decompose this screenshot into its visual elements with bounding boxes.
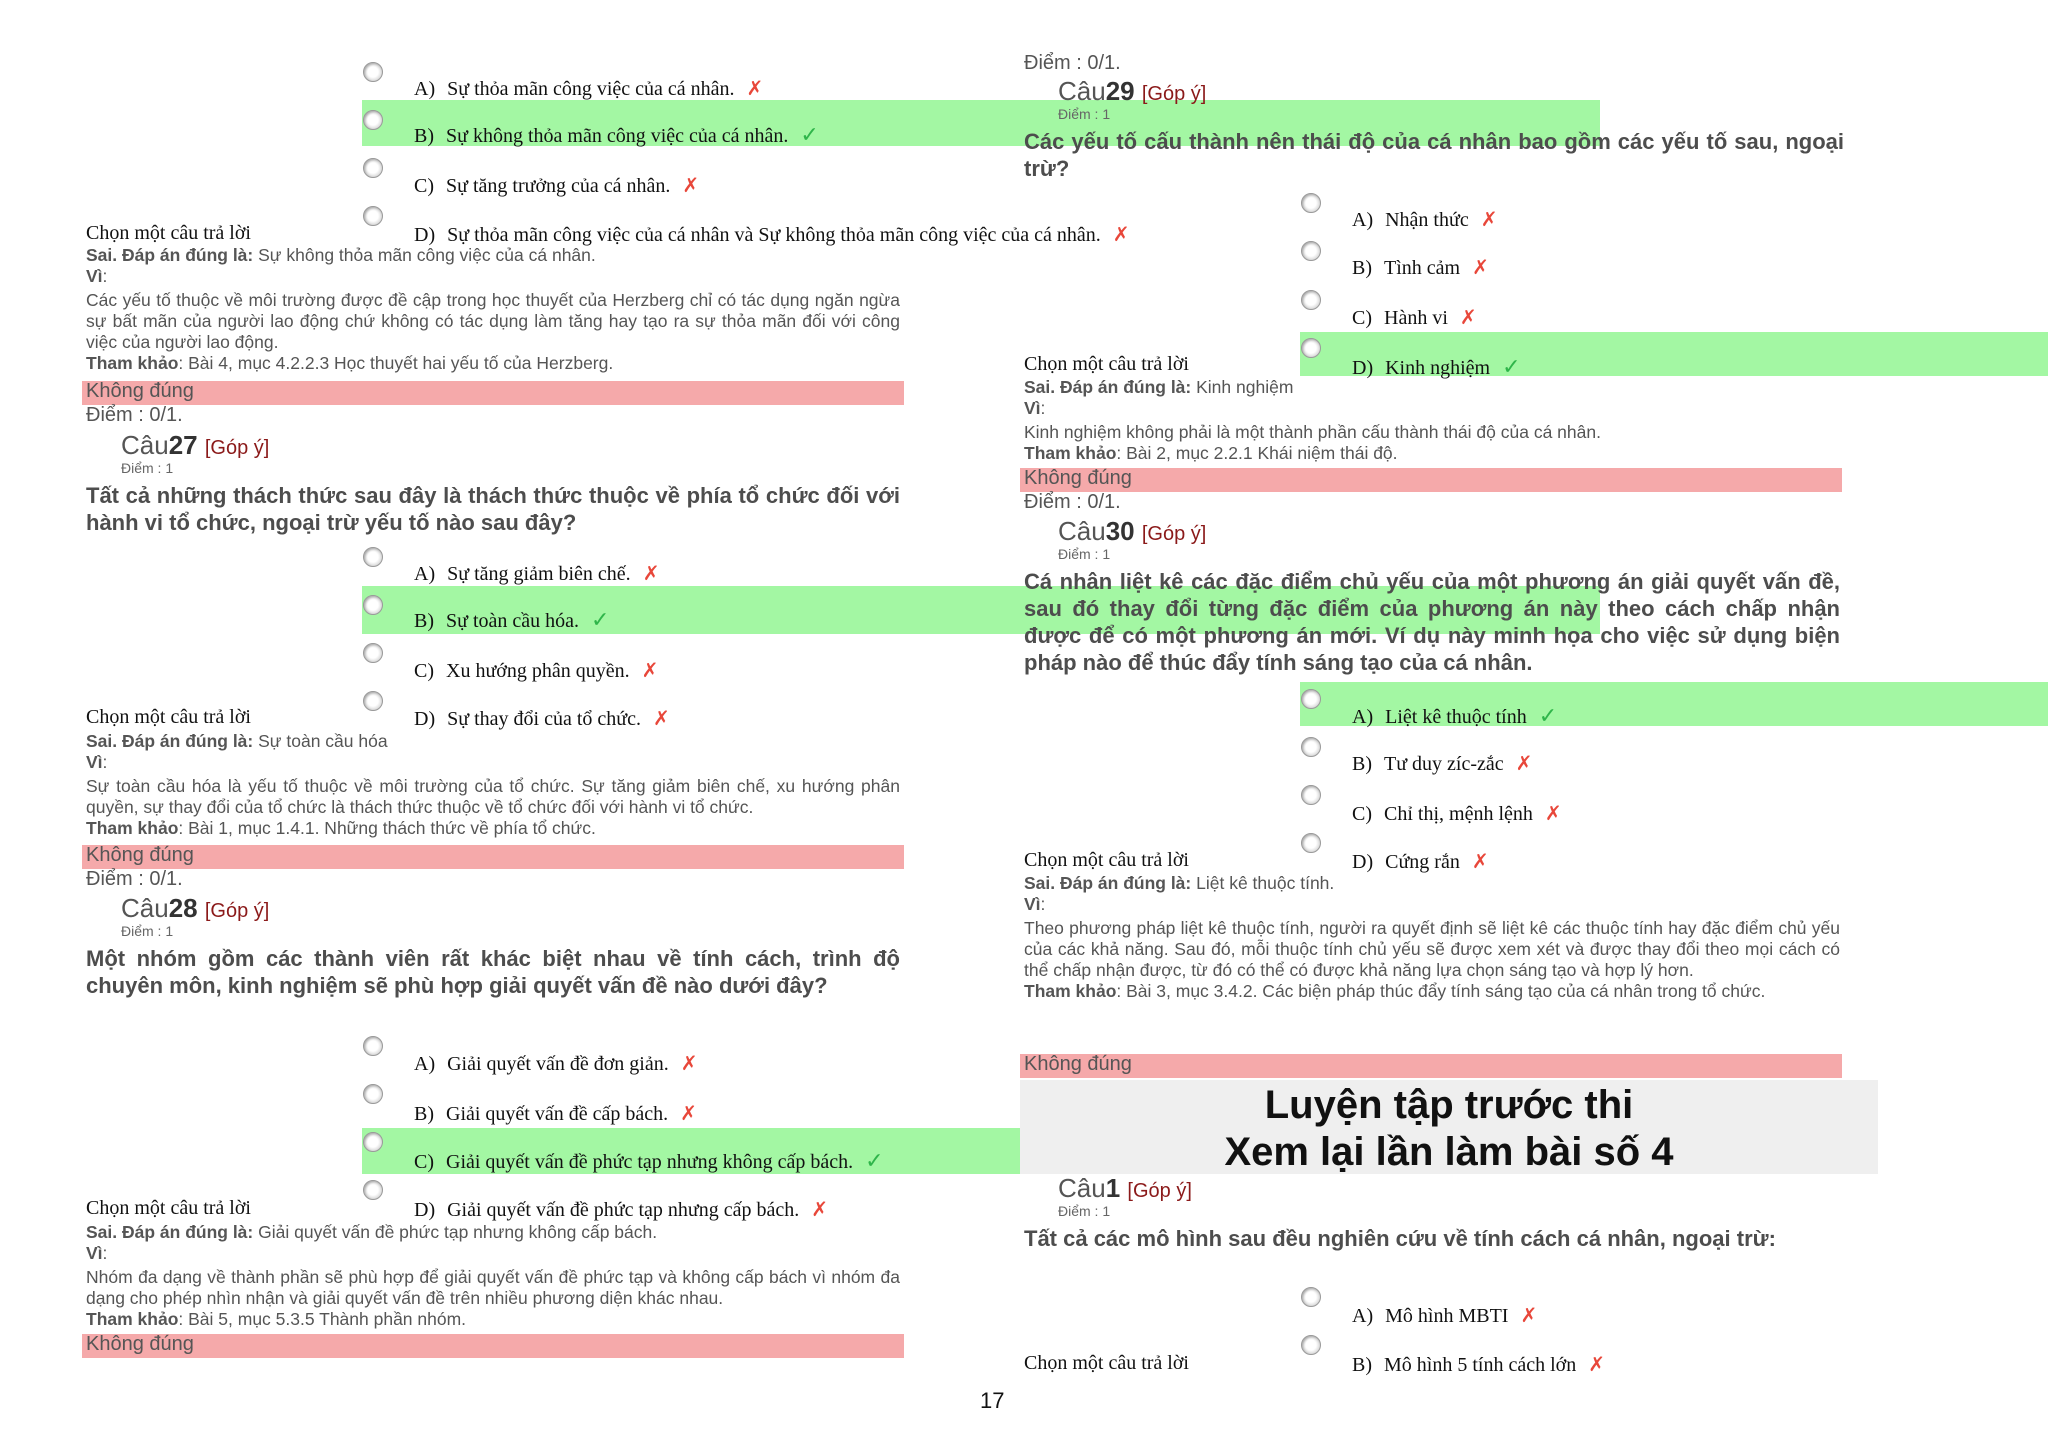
radio-option-b[interactable]	[363, 1084, 383, 1104]
result-bar	[82, 845, 904, 869]
result-label: Không đúng	[86, 844, 194, 866]
radio-option-d[interactable]	[363, 1180, 383, 1200]
radio-option-b[interactable]	[363, 110, 383, 130]
question-30-title: Câu30 [Góp ý]	[1058, 516, 1207, 546]
question-30-text: Cá nhân liệt kê các đặc điểm chủ yếu của một phương án giải quyết vấn đề, sau đó thay đổi từng đặc điểm của phương án này theo cách chấp nhận được để có một phương án mới. Ví dụ này minh họa cho việc sử dụng biện pháp nào để thúc đẩy tính sáng tạo của cá nhân.	[1024, 569, 1840, 675]
option-b: B) Mô hình 5 tính cách lớn ✗	[1352, 1352, 1605, 1376]
option-d: D) Sự thỏa mãn công việc của cá nhân và Sự không thỏa mãn công việc của cá nhân. ✗	[414, 222, 1130, 246]
option-b: B) Giải quyết vấn đề cấp bách. ✗	[414, 1101, 697, 1125]
wrong-mark-icon: ✗	[1544, 801, 1562, 825]
correct-mark-icon: ✓	[865, 1149, 884, 1174]
option-d: D) Giải quyết vấn đề phức tạp nhưng cấp bách. ✗	[414, 1197, 828, 1221]
wrong-mark-icon: ✗	[1520, 1303, 1538, 1327]
feedback: Sai. Đáp án đúng là: Kinh nghiệm Vì: Kinh nghiệm không phải là một thành phần cấu thành thái độ của cá nhân. Tham khảo: Bài 2, mục 2.2.1 Khái niệm thái độ.	[1024, 377, 1601, 463]
radio-option-d[interactable]	[1301, 833, 1321, 853]
option-c: C) Hành vi ✗	[1352, 305, 1477, 329]
option-b: B) Sự toàn cầu hóa. ✓	[414, 608, 610, 633]
radio-option-d[interactable]	[1301, 338, 1321, 358]
correct-mark-icon: ✓	[591, 608, 610, 633]
wrong-mark-icon: ✗	[680, 1051, 698, 1075]
radio-option-a[interactable]	[363, 1036, 383, 1056]
wrong-mark-icon: ✗	[682, 173, 700, 197]
correct-mark-icon: ✓	[800, 123, 819, 148]
wrong-mark-icon: ✗	[680, 1101, 697, 1125]
option-a: A) Sự tăng giảm biên chế. ✗	[414, 561, 660, 585]
score-label: Điểm : 0/1.	[86, 868, 183, 890]
result-bar	[82, 1334, 904, 1358]
correct-mark-icon: ✓	[1502, 355, 1521, 380]
option-a: A) Sự thỏa mãn công việc của cá nhân. ✗	[414, 76, 764, 100]
wrong-mark-icon: ✗	[641, 658, 659, 682]
radio-option-c[interactable]	[1301, 290, 1321, 310]
option-a: A) Mô hình MBTI ✗	[1352, 1303, 1538, 1327]
result-label: Không đúng	[86, 1333, 194, 1355]
option-b: B) Sự không thỏa mãn công việc của cá nhân. ✓	[414, 123, 819, 148]
radio-option-a[interactable]	[363, 547, 383, 567]
choose-answer-label: Chọn một câu trả lời	[1024, 849, 1189, 871]
result-label: Không đúng	[1024, 1053, 1132, 1075]
question-27-text: Tất cả những thách thức sau đây là thách thức thuộc về phía tổ chức đối với hành vi tổ chức, ngoại trừ yếu tố nào sau đây?	[86, 483, 900, 535]
wrong-mark-icon: ✗	[1480, 207, 1498, 231]
wrong-mark-icon: ✗	[746, 76, 764, 100]
feedback: Sai. Đáp án đúng là: Liệt kê thuộc tính. Vì: Theo phương pháp liệt kê thuộc tính, người ra quyết định sẽ liệt kê các thuộc tính hay đặc điểm chủ yếu của các khả năng. Sau đó, mỗi thuộc tính chủ yếu sẽ được xem xét và được thay đổi theo mọi cách có thể chấp nhận được, từ đó có thể có được khả năng lựa chọn sáng tạo và hợp lý hơn. Tham khảo: Bài 3, mục 3.4.2. Các biện pháp thúc đẩy tính sáng tạo của cá nhân trong tổ chức.	[1024, 873, 1840, 1001]
option-b: B) Tư duy zíc-zắc ✗	[1352, 751, 1533, 775]
wrong-mark-icon: ✗	[1515, 751, 1533, 775]
option-c: C) Chỉ thị, mệnh lệnh ✗	[1352, 801, 1562, 825]
wrong-mark-icon: ✗	[652, 706, 670, 730]
radio-option-a[interactable]	[363, 62, 383, 82]
points-label: Điểm : 1	[1058, 1203, 1111, 1219]
feedback-link[interactable]: [Góp ý]	[1127, 1180, 1192, 1202]
option-c: C) Xu hướng phân quyền. ✗	[414, 658, 659, 682]
choose-answer-label: Chọn một câu trả lời	[86, 706, 251, 728]
feedback: Sai. Đáp án đúng là: Sự không thỏa mãn công việc của cá nhân. Vì: Các yếu tố thuộc về môi trường được đề cập trong học thuyết của Herzberg chỉ có tác dụng ngăn ngừa sự bất mãn của người lao động chứ không có tác dụng làm tăng hay tạo ra sự thỏa mãn đối với công việc của người lao động. Tham khảo: Bài 4, mục 4.2.2.3 Học thuyết hai yếu tố của Herzberg.	[86, 245, 900, 373]
radio-option-b[interactable]	[363, 595, 383, 615]
radio-option-d[interactable]	[363, 206, 383, 226]
wrong-mark-icon: ✗	[642, 561, 660, 585]
option-d: D) Kinh nghiệm ✓	[1352, 355, 1521, 380]
option-d: D) Cứng rắn ✗	[1352, 849, 1489, 873]
choose-answer-label: Chọn một câu trả lời	[1024, 1352, 1189, 1374]
radio-option-c[interactable]	[363, 643, 383, 663]
section-banner	[1020, 1080, 1878, 1174]
score-label: Điểm : 0/1.	[86, 404, 183, 426]
points-label: Điểm : 1	[1058, 546, 1111, 562]
question-29-title: Câu29 [Góp ý]	[1058, 76, 1207, 106]
banner-subtitle: Xem lại lần làm bài số 4	[1224, 1130, 1674, 1174]
radio-option-c[interactable]	[363, 158, 383, 178]
option-d: D) Sự thay đổi của tổ chức. ✗	[414, 706, 670, 730]
radio-option-c[interactable]	[1301, 785, 1321, 805]
option-c: C) Giải quyết vấn đề phức tạp nhưng không cấp bách. ✓	[414, 1149, 884, 1174]
radio-option-b[interactable]	[1301, 737, 1321, 757]
feedback: Sai. Đáp án đúng là: Sự toàn cầu hóa Vì: Sự toàn cầu hóa là yếu tố thuộc về môi trường của tổ chức. Sự tăng giảm biên chế, xu hướng phân quyền, sự thay đổi của tổ chức là thách thức thuộc về tổ chức đối với hành vi tổ chức. Tham khảo: Bài 1, mục 1.4.1. Những thách thức về phía tổ chức.	[86, 731, 900, 838]
question-1-title: Câu1 [Góp ý]	[1058, 1173, 1192, 1203]
option-a: A) Nhận thức ✗	[1352, 207, 1498, 231]
option-a: A) Liệt kê thuộc tính ✓	[1352, 704, 1558, 729]
result-label: Không đúng	[1024, 467, 1132, 489]
choose-answer-label: Chọn một câu trả lời	[86, 222, 251, 244]
wrong-mark-icon: ✗	[1112, 222, 1130, 246]
question-28-title: Câu28 [Góp ý]	[121, 893, 270, 923]
question-28-text: Một nhóm gồm các thành viên rất khác biệt nhau về tính cách, trình độ chuyên môn, kinh nghiệm sẽ phù hợp giải quyết vấn đề nào dưới đây?	[86, 946, 900, 998]
correct-mark-icon: ✓	[1538, 704, 1558, 729]
result-bar	[1020, 468, 1842, 492]
radio-option-c[interactable]	[363, 1132, 383, 1152]
feedback-link[interactable]: [Góp ý]	[204, 900, 270, 922]
feedback: Sai. Đáp án đúng là: Giải quyết vấn đề phức tạp nhưng không cấp bách. Vì: Nhóm đa dạng về thành phần sẽ phù hợp để giải quyết vấn đề phức tạp và không cấp bách vì nhóm đa dạng cho phép nhìn nhận và giải quyết vấn đề trên nhiều phương diện khác nhau. Tham khảo: Bài 5, mục 5.3.5 Thành phần nhóm.	[86, 1222, 900, 1329]
page-number: 17	[980, 1388, 1005, 1413]
wrong-mark-icon: ✗	[1588, 1352, 1605, 1376]
result-label: Không đúng	[86, 380, 194, 402]
banner-title: Luyện tập trước thi	[1264, 1083, 1634, 1127]
option-a: A) Giải quyết vấn đề đơn giản. ✗	[414, 1051, 698, 1075]
feedback-link[interactable]: [Góp ý]	[1141, 523, 1207, 545]
wrong-mark-icon: ✗	[1472, 255, 1489, 279]
points-label: Điểm : 1	[121, 460, 174, 476]
radio-option-b[interactable]	[1301, 1335, 1321, 1355]
radio-option-a[interactable]	[1301, 689, 1321, 709]
question-29-text: Các yếu tố cấu thành nên thái độ của cá nhân bao gồm các yếu tố sau, ngoại trừ?	[1024, 129, 1844, 181]
wrong-mark-icon: ✗	[811, 1197, 828, 1221]
option-c: C) Sự tăng trưởng của cá nhân. ✗	[414, 173, 700, 197]
points-label: Điểm : 1	[121, 923, 174, 939]
score-label: Điểm : 0/1.	[1024, 491, 1121, 513]
result-bar	[1020, 1054, 1842, 1078]
score-label: Điểm : 0/1.	[1024, 52, 1121, 74]
choose-answer-label: Chọn một câu trả lời	[86, 1197, 251, 1219]
feedback-link[interactable]: [Góp ý]	[1141, 83, 1207, 105]
radio-option-d[interactable]	[363, 691, 383, 711]
radio-option-b[interactable]	[1301, 241, 1321, 261]
option-b: B) Tình cảm ✗	[1352, 255, 1489, 279]
radio-option-a[interactable]	[1301, 1287, 1321, 1307]
wrong-mark-icon: ✗	[1471, 849, 1489, 873]
choose-answer-label: Chọn một câu trả lời	[1024, 353, 1189, 375]
question-27-title: Câu27 [Góp ý]	[121, 430, 270, 460]
result-bar	[82, 381, 904, 405]
question-1-text: Tất cả các mô hình sau đều nghiên cứu về tính cách cá nhân, ngoại trừ:	[1024, 1226, 1776, 1251]
wrong-mark-icon: ✗	[1459, 305, 1477, 329]
points-label: Điểm : 1	[1058, 106, 1111, 122]
radio-option-a[interactable]	[1301, 193, 1321, 213]
feedback-link[interactable]: [Góp ý]	[204, 437, 270, 459]
